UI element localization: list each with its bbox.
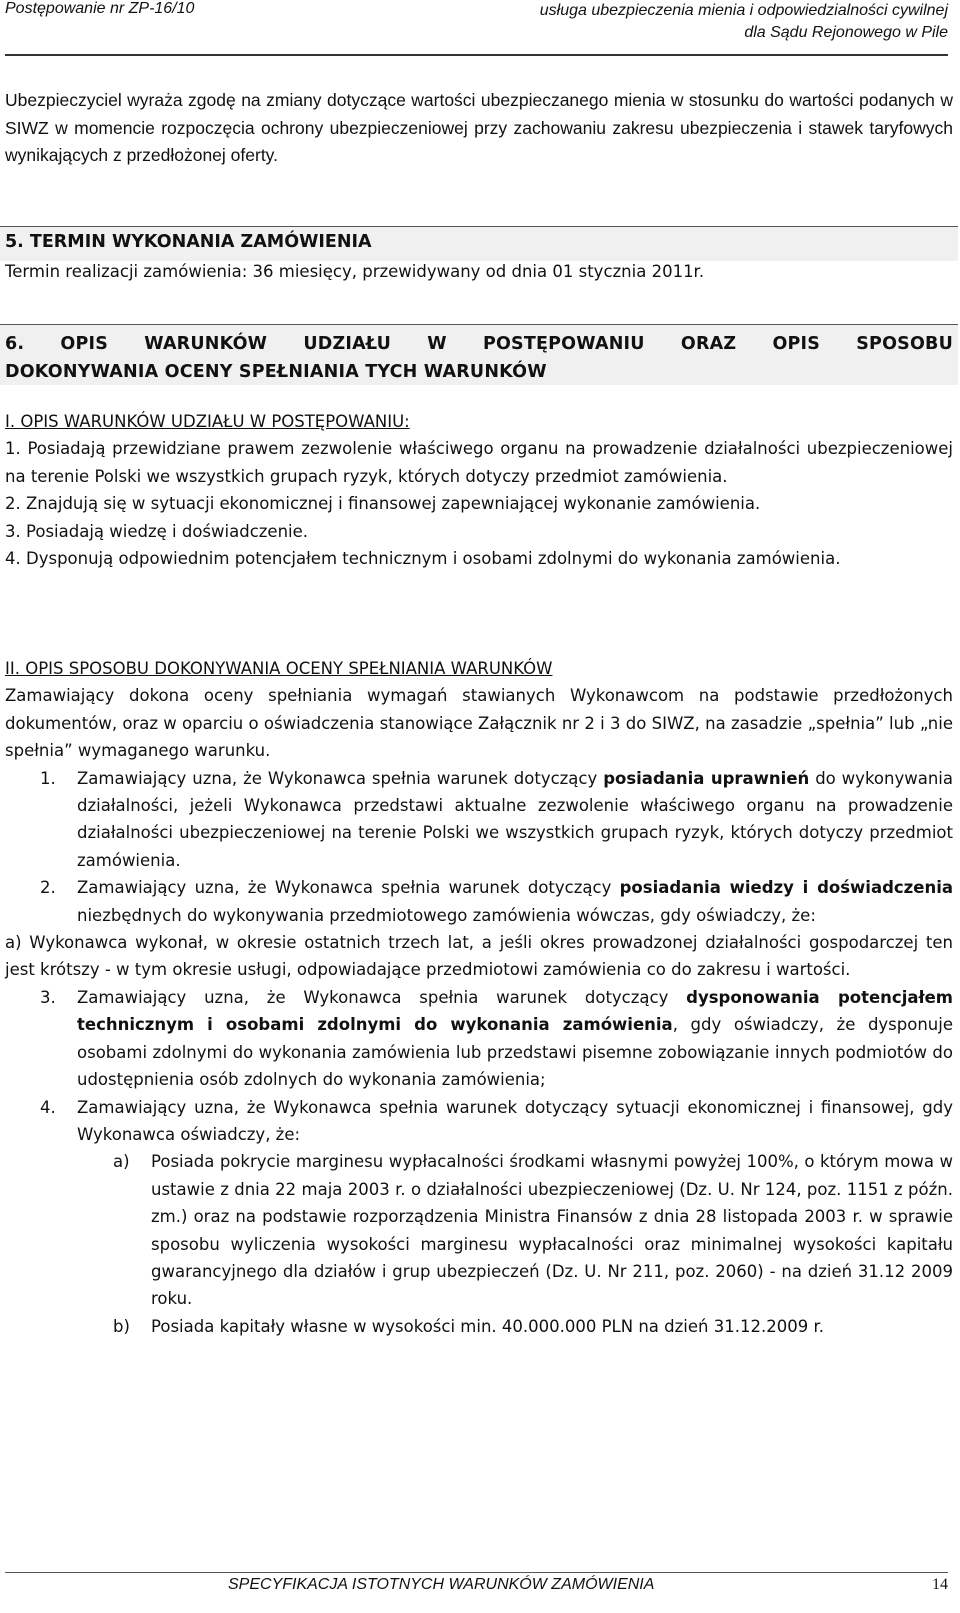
part-ii-item-1-text — [77, 765, 953, 875]
part-ii-item-1-post: do wykonywania działalności, jeżeli Wykonawca przedstawi aktualne zezwolenie właściwego organu na prowadzenie działalności ubezpieczeniowej na terenie Polski we wszystkich grupach ryzyk, których dotyczy przedmiot zamówienia. — [77, 768, 953, 870]
section5-text: Termin realizacji zamówienia: 36 miesięcy, przewidywany od dnia 01 stycznia 2011r. — [5, 262, 705, 281]
part-ii-item-4 — [5, 1094, 953, 1149]
part-i-item-3 — [5, 518, 953, 545]
part-i-item-2 — [5, 490, 953, 517]
part-ii-item-4-sub-b-letter: b) — [113, 1316, 130, 1336]
part-ii-item-3-bold: dysponowania potencjałem technicznym i osobami zdolnymi do wykonania zamówienia — [77, 987, 953, 1035]
part-i-item-4-num: 4. — [5, 549, 21, 569]
part-ii-item-4-num: 4. — [40, 1097, 56, 1117]
part-ii-item-2-num: 2. — [40, 878, 56, 898]
part-ii-item-4-text: Zamawiający uzna, że Wykonawca spełnia warunek dotyczący sytuacji ekonomicznej i finansowej, gdy Wykonawca oświadczy, że: — [77, 1097, 953, 1144]
part-ii-item-4-sub-b — [5, 1313, 953, 1340]
part-ii-item-2-pre: Zamawiający uzna, że Wykonawca spełnia warunek dotyczący — [77, 878, 620, 898]
part-ii-item-2-bold: posiadania wiedzy i doświadczenia — [619, 878, 953, 898]
intro-paragraph: Ubezpieczyciel wyraża zgodę na zmiany dotyczące wartości ubezpieczanego mienia w stosunku do wartości podanych w SIWZ w momencie rozpoczęcia ochrony ubezpieczeniowej przy zachowaniu zakresu ubezpieczenia i stawek taryfowych wynikających z przedłożonej oferty. — [5, 90, 953, 165]
part-ii-item-1-pre: Zamawiający uzna, że Wykonawca spełnia warunek dotyczący — [77, 768, 604, 788]
part-ii — [5, 655, 953, 1340]
part-ii-item-3-pre: Zamawiający uzna, że Wykonawca spełnia warunek dotyczący — [77, 987, 687, 1007]
section6-title-line2: DOKONYWANIA OCENY SPEŁNIANIA TYCH WARUNKÓW — [5, 362, 547, 382]
header-subject-line2: dla Sądu Rejonowego w Pile — [744, 24, 948, 41]
part-ii-item-4-sub-a-letter: a) — [113, 1152, 130, 1172]
part-i-item-4 — [5, 545, 953, 572]
section6-title-line1: 6. OPIS WARUNKÓW UDZIAŁU W POSTĘPOWANIU ORAZ OPIS SPOSOBU — [5, 334, 953, 354]
part-ii-heading: II. OPIS SPOSOBU DOKONYWANIA OCENY SPEŁNIANIA WARUNKÓW — [5, 659, 553, 678]
part-i-item-1 — [5, 435, 953, 490]
header-procedure-number: Postępowanie nr ZP-16/10 — [5, 0, 195, 17]
part-i-item-2-num: 2. — [5, 494, 21, 514]
section5-title: 5. TERMIN WYKONANIA ZAMÓWIENIA — [5, 232, 372, 252]
footer-rule — [5, 1572, 948, 1573]
page-header — [0, 0, 960, 58]
part-ii-item-2-post: niezbędnych do wykonywania przedmiotowego zamówienia wówczas, gdy oświadczy, że: — [77, 905, 816, 925]
part-i-item-3-num: 3. — [5, 521, 21, 541]
part-ii-item-2 — [5, 874, 953, 929]
part-i — [5, 408, 953, 572]
part-i-item-2-text: Znajdują się w sytuacji ekonomicznej i finansowej zapewniającej wykonanie zamówienia. — [26, 494, 761, 514]
part-ii-intro: Zamawiający dokona oceny spełniania wymagań stawianych Wykonawcom na podstawie przedłożonych dokumentów, oraz w oparciu o oświadczenia stanowiące Załącznik nr 2 i 3 do SIWZ, na zasadzie „spełnia” lub „nie spełnia” wymaganego warunku. — [5, 686, 953, 761]
part-i-item-3-text: Posiadają wiedzę i doświadczenie. — [26, 521, 309, 541]
part-i-heading: I. OPIS WARUNKÓW UDZIAŁU W POSTĘPOWANIU: — [5, 412, 410, 431]
part-ii-item-1-bold: posiadania uprawnień — [603, 768, 810, 788]
header-rule — [5, 54, 948, 56]
part-i-item-1-num: 1. — [5, 439, 21, 459]
part-ii-item-3-text — [77, 984, 953, 1094]
part-ii-item-1 — [5, 765, 953, 875]
part-ii-item-4-sub-b-text: Posiada kapitały własne w wysokości min. 40.000.000 PLN na dzień 31.12.2009 r. — [151, 1316, 824, 1336]
header-subject-line1: usługa ubezpieczenia mienia i odpowiedzialności cywilnej — [539, 2, 948, 19]
section6-title — [5, 330, 953, 386]
part-ii-item-4-sub-a-text: Posiada pokrycie marginesu wypłacalności środkami własnymi powyżej 100%, o którym mowa w ustawie z dnia 22 maja 2003 r. o działalności ubezpieczeniowej (Dz. U. Nr 124, poz. 1151 z późn. zm.) oraz na podstawie rozporządzenia Ministra Finansów z dnia 28 listopada 2003 r. w sprawie sposobu wyliczenia wysokości marginesu wypłacalności oraz minimalnej wysokości kapitału gwarancyjnego dla działów i grup ubezpieczeń (Dz. U. Nr 211, poz. 2060) - na dzień 31.12 2009 roku. — [151, 1152, 953, 1309]
footer-document-title: SPECYFIKACJA ISTOTNYCH WARUNKÓW ZAMÓWIENIA — [228, 1576, 655, 1593]
part-i-item-1-text: Posiadają przewidziane prawem zezwolenie właściwego organu na prowadzenie działalności ubezpieczeniowej na terenie Polski we wszystkich grupach ryzyk, których dotyczy przedmiot zamówienia. — [5, 439, 953, 486]
part-ii-item-2-text — [77, 874, 953, 929]
part-ii-item-3-num: 3. — [40, 987, 56, 1007]
part-i-item-4-text: Dysponują odpowiednim potencjałem technicznym i osobami zdolnymi do wykonania zamówienia. — [26, 549, 841, 569]
part-ii-item-3 — [5, 984, 953, 1094]
part-ii-item-3-post: , gdy oświadczy, że dysponuje osobami zdolnymi do wykonania zamówienia lub przedstawi pisemne zobowiązanie innych podmiotów do udostępnienia osób zdolnych do wykonania zamówienia; — [77, 1015, 953, 1090]
part-ii-item-2a: a) Wykonawca wykonał, w okresie ostatnich trzech lat, a jeśli okres prowadzonej działalności gospodarczej ten jest krótszy - w tym okresie usługi, odpowiadające przedmiotowi zamówienia co do zakresu i wartości. — [5, 933, 953, 980]
part-ii-item-1-num: 1. — [40, 768, 56, 788]
header-subject — [540, 0, 948, 44]
page-number: 14 — [932, 1576, 948, 1593]
part-ii-item-4-sub-a — [5, 1148, 953, 1312]
